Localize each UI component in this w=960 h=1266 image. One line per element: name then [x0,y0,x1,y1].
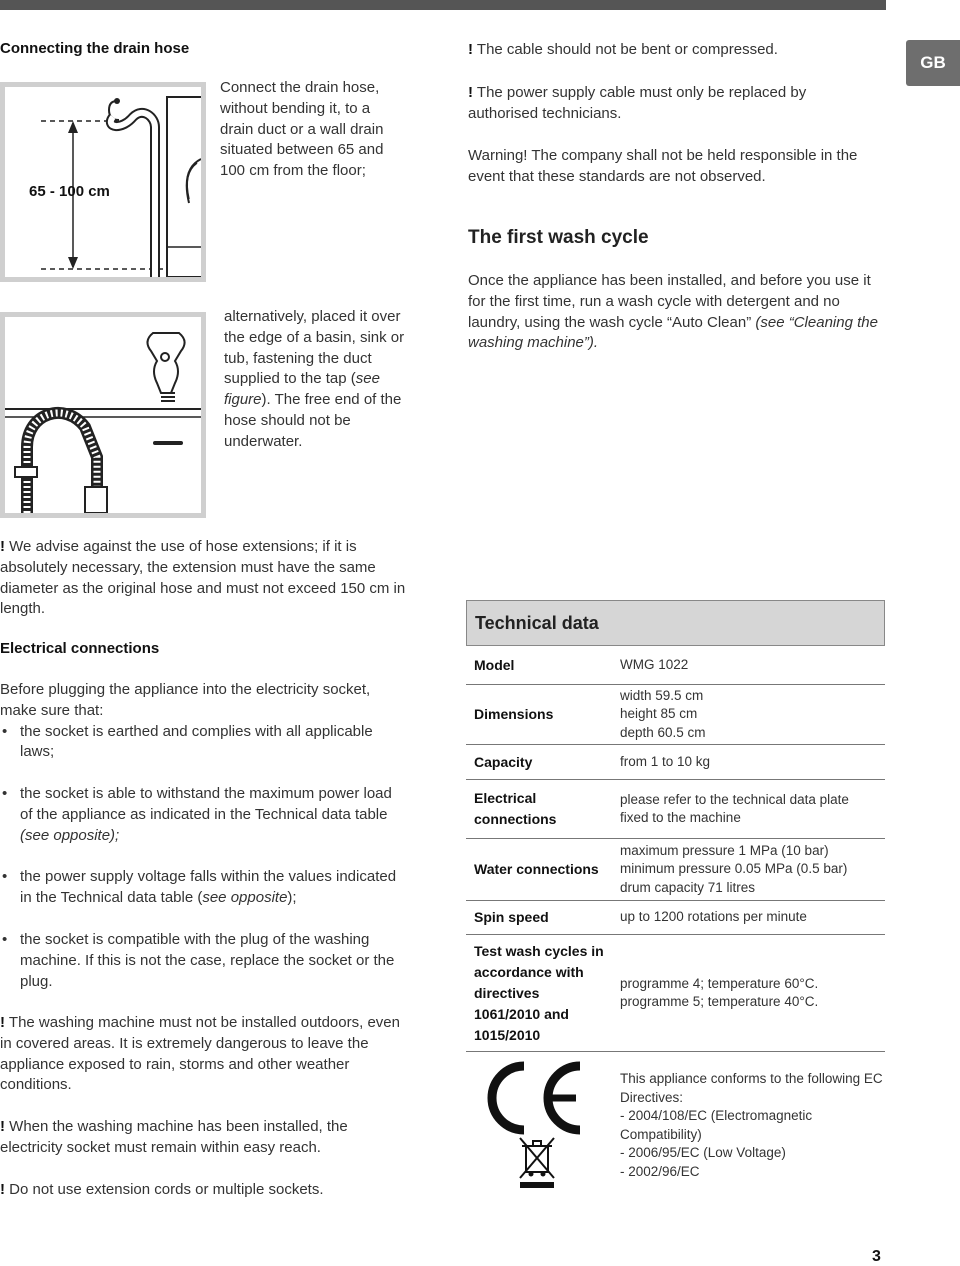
drain-para-1: Connect the drain hose, without bending it, to a drain duct or a wall drain situated between 65 and 100 cm from the floor; [220,79,384,180]
ce-mark-icon [480,1058,600,1188]
responsibility-warning: Warning! The company shall not be held responsible in the event that these standards are not observed. [468,147,858,185]
cable-note: ! The cable should not be bent or compressed. [468,41,778,58]
top-bar [0,0,886,10]
language-tab: GB [906,40,960,86]
table-row: Model WMG 1022 [466,646,885,685]
extension-cords-warning: ! Do not use extension cords or multiple sockets. [0,1181,324,1198]
table-row: Electrical connections please refer to the technical data plate fixed to the machine [466,780,885,839]
ce-weee-marks [466,1052,612,1192]
electrical-intro: Before plugging the appliance into the electricity socket, make sure that: • the socket is earthed and complies with all applicable laws; [0,680,410,763]
socket-reach-warning: ! When the washing machine has been installed, the electricity socket must remain within easy reach. [0,1118,348,1156]
weee-bin-icon [520,1138,554,1188]
technical-data-table [466,600,885,1192]
drain-height-figure [0,82,206,282]
basin-hose-figure [0,312,206,518]
hose-extension-warning: ! We advise against the use of hose extensions; if it is absolutely necessary, the extension must have the same diameter as the original hose and must not exceed 150 cm in length. [0,538,406,618]
bullet-3: • the power supply voltage falls within the values indicated in the Technical data table (see opposite); [0,867,400,909]
conformity-row: This appliance conforms to the following EC Directives: - 2004/108/EC (Electromagnetic Compatibility) - 2006/95/EC (Low Voltage) - 2002/96/EC [466,1052,885,1192]
page-number: 3 [872,1248,881,1265]
table-row: Dimensions width 59.5 cm height 85 cm depth 60.5 cm [466,685,885,745]
first-wash-title: The first wash cycle [468,227,649,248]
bullet-2: • the socket is able to withstand the maximum power load of the appliance as indicated in the Technical data table (see opposite); [0,784,400,846]
height-range-label: 65 - 100 cm [29,183,110,200]
table-row: Capacity from 1 to 10 kg [466,745,885,780]
bullet-4: • the socket is compatible with the plug of the washing machine. If this is not the case, replace the socket or the plug. [0,930,410,992]
drain-para-2: alternatively, placed it over the edge of a basin, sink or tub, fastening the duct supplied to the tap (see figure). The free end of the hose should not be underwater. [224,308,405,450]
table-row: Spin speed up to 1200 rotations per minute [466,901,885,935]
table-row: Water connections maximum pressure 1 MPa (10 bar) minimum pressure 0.05 MPa (0.5 bar) drum capacity 71 litres [466,839,885,901]
electrical-connections-title: Electrical connections [0,640,160,657]
power-cable-note: ! The power supply cable must only be replaced by authorised technicians. [468,84,807,122]
outdoor-warning: ! The washing machine must not be installed outdoors, even in covered areas. It is extremely dangerous to leave the appliance exposed to rain, storms and other weather conditions. [0,1014,400,1094]
bullet-1: • the socket is earthed and complies with all applicable laws; [0,722,410,764]
first-wash-text: Once the appliance has been installed, and before you use it for the first time, run a wash cycle with detergent and no laundry, using the wash cycle “Auto Clean” (see “Cleaning the washing machine”). [468,272,878,352]
table-row: Test wash cycles in accordance with directives 1061/2010 and 1015/2010 programme 4; temperature 60°C. programme 5; temperature 40°C. [466,935,885,1052]
technical-data-title: Technical data [466,600,885,646]
drain-hose-title: Connecting the drain hose [0,40,190,57]
